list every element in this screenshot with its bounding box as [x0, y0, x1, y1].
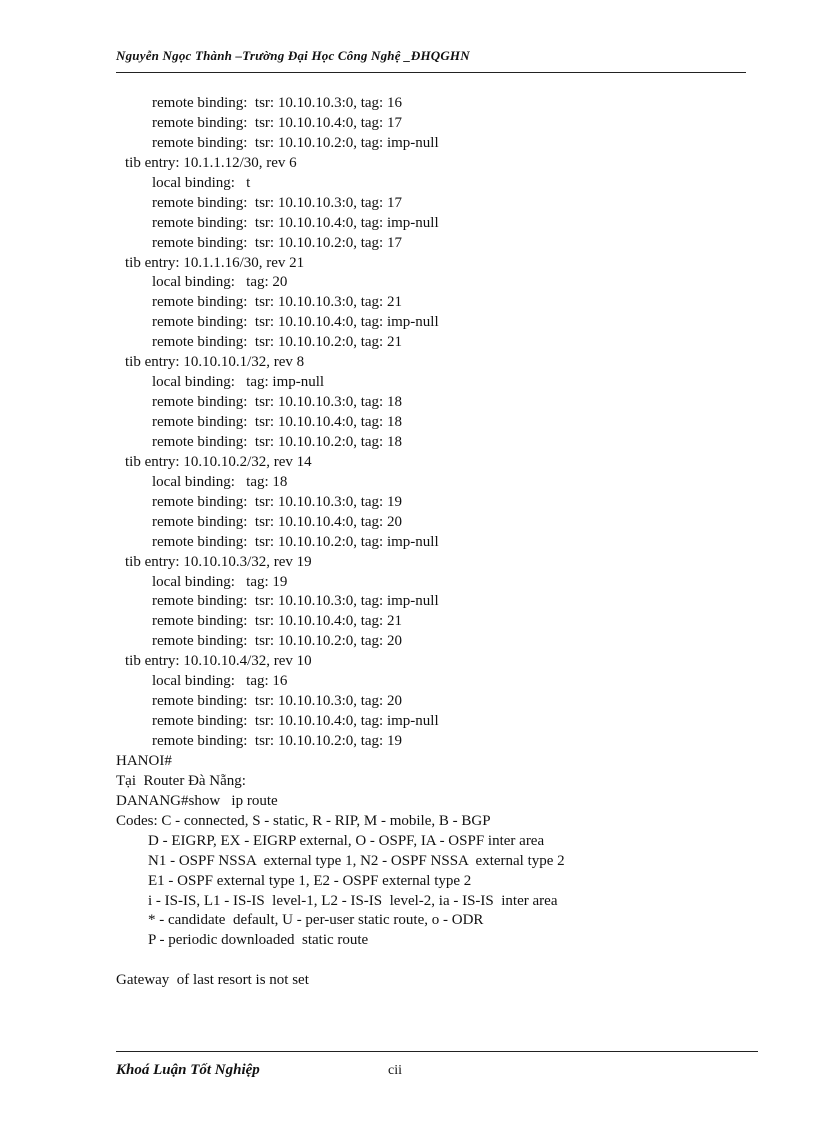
text-line: P - periodic downloaded static route: [148, 932, 369, 949]
document-body: [116, 94, 756, 991]
header-text: Nguyễn Ngọc Thành –Trường Đại Học Công Nghệ _ĐHQGHN: [116, 48, 470, 63]
text-line: remote binding: tsr: 10.10.10.3:0, tag: 18: [152, 394, 402, 411]
text-line: tib entry: 10.1.1.16/30, rev 21: [125, 254, 305, 271]
text-line: remote binding: tsr: 10.10.10.3:0, tag: imp-null: [152, 593, 439, 610]
text-line: remote binding: tsr: 10.10.10.2:0, tag: 21: [152, 334, 402, 351]
text-line: Tại Router Đà Nẵng:: [116, 772, 246, 789]
text-line: remote binding: tsr: 10.10.10.2:0, tag: 20: [152, 633, 402, 650]
text-line: remote binding: tsr: 10.10.10.3:0, tag: 21: [152, 294, 402, 311]
text-line: remote binding: tsr: 10.10.10.2:0, tag: imp-null: [152, 533, 439, 550]
text-line: remote binding: tsr: 10.10.10.4:0, tag: imp-null: [152, 713, 439, 730]
text-line: Codes: C - connected, S - static, R - RIP, M - mobile, B - BGP: [116, 812, 491, 829]
text-line: tib entry: 10.10.10.1/32, rev 8: [125, 354, 305, 371]
text-line: tib entry: 10.10.10.4/32, rev 10: [125, 653, 312, 670]
page-header: [116, 44, 746, 73]
text-line: N1 - OSPF NSSA external type 1, N2 - OSPF NSSA external type 2: [148, 852, 565, 869]
text-line: local binding: tag: 20: [152, 274, 288, 291]
text-line: E1 - OSPF external type 1, E2 - OSPF external type 2: [148, 872, 472, 889]
text-line: tib entry: 10.1.1.12/30, rev 6: [125, 154, 297, 171]
text-line: tib entry: 10.10.10.3/32, rev 19: [125, 553, 312, 570]
text-line: remote binding: tsr: 10.10.10.2:0, tag: imp-null: [152, 134, 439, 151]
text-line: HANOI#: [116, 752, 172, 769]
text-line: local binding: tag: imp-null: [152, 374, 325, 391]
text-line: local binding: t: [152, 174, 251, 191]
blank-line: [116, 951, 756, 971]
footer-rule: [116, 1051, 758, 1052]
text-line: remote binding: tsr: 10.10.10.4:0, tag: 21: [152, 613, 402, 630]
text-line: Gateway of last resort is not set: [116, 972, 309, 989]
text-line: remote binding: tsr: 10.10.10.4:0, tag: 18: [152, 414, 402, 430]
text-line: local binding: tag: 19: [152, 573, 288, 590]
text-line: local binding: tag: 18: [152, 473, 288, 490]
text-line: DANANG#show ip route: [116, 792, 278, 809]
footer-title: Khoá Luận Tốt Nghiệp: [116, 1062, 260, 1078]
text-line: i - IS-IS, L1 - IS-IS level-1, L2 - IS-IS level-2, ia - IS-IS inter area: [148, 892, 558, 909]
text-line: remote binding: tsr: 10.10.10.3:0, tag: 20: [152, 693, 402, 710]
text-line: remote binding: tsr: 10.10.10.4:0, tag: 20: [152, 513, 402, 530]
text-line: * - candidate default, U - per-user static route, o - ODR: [148, 912, 484, 929]
text-line: remote binding: tsr: 10.10.10.3:0, tag: 16: [152, 95, 402, 111]
text-line: remote binding: tsr: 10.10.10.4:0, tag: imp-null: [152, 314, 439, 331]
text-line: remote binding: tsr: 10.10.10.4:0, tag: imp-null: [152, 214, 439, 231]
page-number: cii: [388, 1063, 402, 1078]
text-line: remote binding: tsr: 10.10.10.2:0, tag: 18: [152, 433, 402, 450]
text-line: remote binding: tsr: 10.10.10.4:0, tag: 17: [152, 114, 402, 131]
text-line: remote binding: tsr: 10.10.10.3:0, tag: 17: [152, 194, 402, 211]
text-line: local binding: tag: 16: [152, 673, 288, 690]
text-line: remote binding: tsr: 10.10.10.2:0, tag: 19: [152, 733, 402, 749]
text-line: tib entry: 10.10.10.2/32, rev 14: [125, 453, 312, 470]
text-line: remote binding: tsr: 10.10.10.2:0, tag: 17: [152, 234, 402, 251]
text-line: D - EIGRP, EX - EIGRP external, O - OSPF, IA - OSPF inter area: [148, 832, 545, 849]
text-line: remote binding: tsr: 10.10.10.3:0, tag: 19: [152, 493, 402, 510]
